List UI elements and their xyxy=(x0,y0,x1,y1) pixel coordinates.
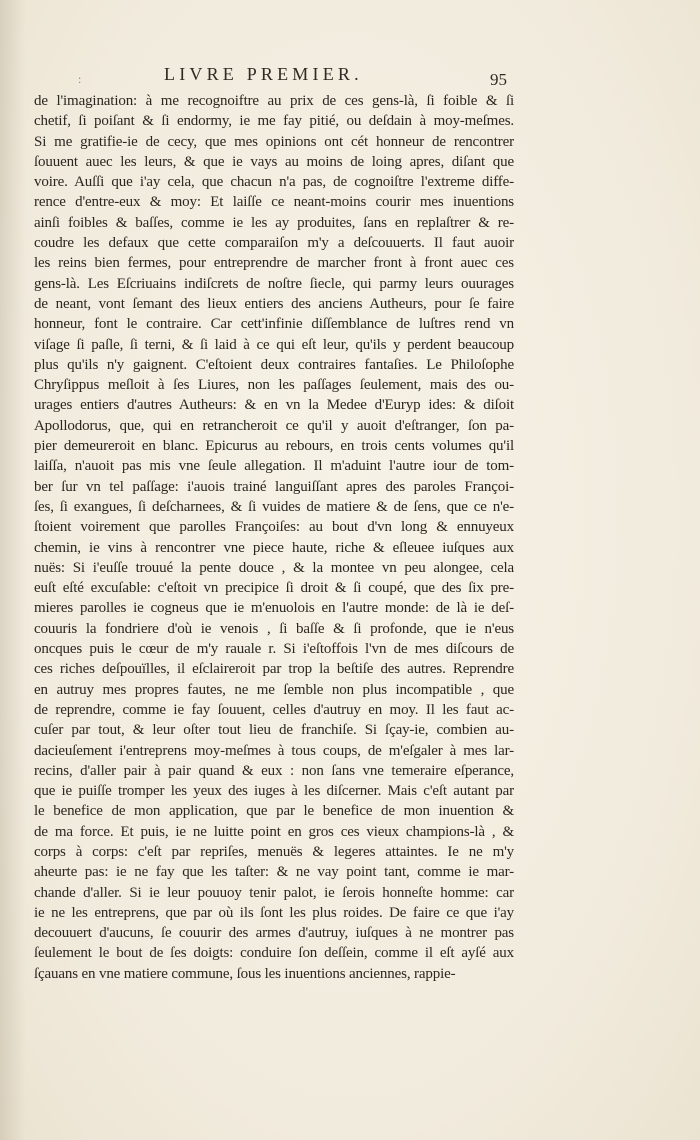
text-line: ſes, ſi exangues, ſi deſcharnees, & ſi vuides de matiere & de ſens, que ce n'e- xyxy=(34,498,514,515)
text-line: cuſer par tout, & leur oſter tout lieu de franchiſe. Si ſçay-ie, combien au- xyxy=(34,722,514,739)
text-line: ſeulement le bout de ſes doigts: conduire ſon deſſein, comme il eſt ayſé aux xyxy=(34,945,514,962)
text-line: Chryſippus meſloit à ſes Liures, non les paſſages ſeulement, mais des ou- xyxy=(34,377,514,394)
text-line: honneur, font le contraire. Car cett'infinie diſſemblance de luſtres rend vn xyxy=(34,316,514,333)
text-line: chetif, ſi poiſant & ſi endormy, ie me fay pitié, ou deſdain à moy-meſmes. xyxy=(34,113,514,130)
text-line: ainſi foibles & baſſes, comme ie les ay produites, ſans en replaſtrer & re- xyxy=(34,214,514,231)
text-line: ſtoient voirement que parolles Françoiſes: au bout d'vn long & ennuyeux xyxy=(34,519,514,536)
text-line: ces riches deſpouïlles, il eſclaireroit par trop la beſtiſe des autres. Reprendre xyxy=(34,661,514,678)
text-line: laiſſa, n'auoit pas mis vne ſeule allegation. Il m'aduint l'autre iour de tom- xyxy=(34,458,514,475)
body-text xyxy=(34,91,514,984)
text-line: plus qu'ils n'y gaignent. C'eſtoient deux contraires fantaſies. Le Philoſophe xyxy=(34,356,514,373)
text-line: aheurte pas: ie ne fay que les taſter: & ne vay point tant, comme ie mar- xyxy=(34,864,514,881)
text-line: de ma force. Et puis, ie ne luitte point en gros ces vieux champions-là , & xyxy=(34,823,514,840)
text-line: que ie puiſſe tromper les yeux des iuges à les diſcerner. Mais c'eſt autant par xyxy=(34,783,514,800)
text-line: le benefice de mon application, que par le benefice de mon inuention & xyxy=(34,803,514,820)
running-title: LIVRE PREMIER. xyxy=(164,64,363,84)
text-line: en autruy mes propres fautes, ne me ſemble non plus incompatible , que xyxy=(34,681,514,698)
text-line: ber ſur vn tel paſſage: i'auois trainé languiſſant apres des paroles Françoi- xyxy=(34,478,514,495)
text-line: viſage ſi paſle, ſi terni, & ſi laid à ce qui eſt leur, qu'ils y perdent beaucoup xyxy=(34,336,514,353)
running-head xyxy=(34,64,514,88)
text-line: oncques puis le cœur de m'y rauale r. Si i'eſtoffois l'vn de mes diſcours de xyxy=(34,641,514,658)
text-line: rence d'entre-eux & moy: Et laiſſe ce neant-moins courir mes inuentions xyxy=(34,194,514,211)
text-line: chande d'aller. Si ie leur pouuoy tenir palot, ie ſerois honneſte homme: car xyxy=(34,884,514,901)
text-line: ie ne les entreprens, que par où ils ſont les plus roides. De faire ce que i'ay xyxy=(34,904,514,921)
header-mark: : xyxy=(78,72,82,86)
text-line: pier demeureroit en blanc. Epicurus au rebours, en trois cents volumes qu'il xyxy=(34,438,514,455)
text-line: couuris la fondriere d'où ie venois , ſi baſſe & ſi profonde, que ie n'eus xyxy=(34,620,514,637)
text-line: corps à corps: c'eſt par repriſes, menuës & legeres attaintes. Ie ne m'y xyxy=(34,843,514,860)
text-line: recins, d'aller pair à pair quand & eux : non ſans vne temeraire eſperance, xyxy=(34,762,514,779)
text-line: gens-là. Les Eſcriuains indiſcrets de noſtre ſiecle, qui parmy leurs ouurages xyxy=(34,275,514,292)
text-line: ſçauans en vne matiere commune, ſous les inuentions anciennes, rappie- xyxy=(34,965,456,982)
text-line: de neant, vont ſemant des lieux entiers des anciens Autheurs, pour ſe faire xyxy=(34,295,514,312)
text-line: Si me gratifie-ie de cecy, que mes opinions ont cét honneur de rencontrer xyxy=(34,133,514,150)
text-line: urages entiers d'autres Autheurs: & en vn la Medee d'Euryp ides: & diſoit xyxy=(34,397,514,414)
text-line: coudre les defaux que cette comparaiſon m'y a deſcouuerts. Il faut auoir xyxy=(34,235,514,252)
text-line: ſouuent auec les leurs, & que ie vays au moins de loing apres, diſant que xyxy=(34,153,514,170)
text-line: euſt eſté excuſable: c'eſtoit vn precipice ſi droit & ſi coupé, que des ſix pre- xyxy=(34,580,514,597)
text-line: voire. Auſſi que i'ay cela, que chacun n'a pas, de cognoiſtre l'extreme diffe- xyxy=(34,174,514,191)
text-line: de reprendre, comme ie fay ſouuent, celles d'autruy en moy. Il les faut ac- xyxy=(34,701,514,718)
text-line: Apollodorus, que, qui en retrancheroit ce qu'il y auoit d'eſtranger, ſon pa- xyxy=(34,417,514,434)
text-line: chemin, ie vins à rencontrer vne piece haute, riche & eſleuee iuſques aux xyxy=(34,539,514,556)
text-line: mieres parolles ie cogneus que ie m'enuolois en l'autre monde: de là ie deſ- xyxy=(34,600,514,617)
text-line: les reins bien fermes, pour entreprendre de marcher front à front auec ces xyxy=(34,255,514,272)
text-line: dacieuſement i'entreprens moy-meſmes à tous coups, de m'eſgaler à mes lar- xyxy=(34,742,514,759)
text-line: decouuert d'aucuns, ſe couurir des armes d'autruy, iuſques à ne montrer pas xyxy=(34,925,514,942)
gutter-shadow xyxy=(0,0,26,1140)
text-line: de l'imagination: à me recognoiftre au prix de ces gens-là, ſi foible & ſi xyxy=(34,93,514,109)
text-line: nuës: Si i'euſſe trouué la pente douce , & la montee vn peu alongee, cela xyxy=(34,559,514,576)
page-number: 95 xyxy=(490,70,507,89)
